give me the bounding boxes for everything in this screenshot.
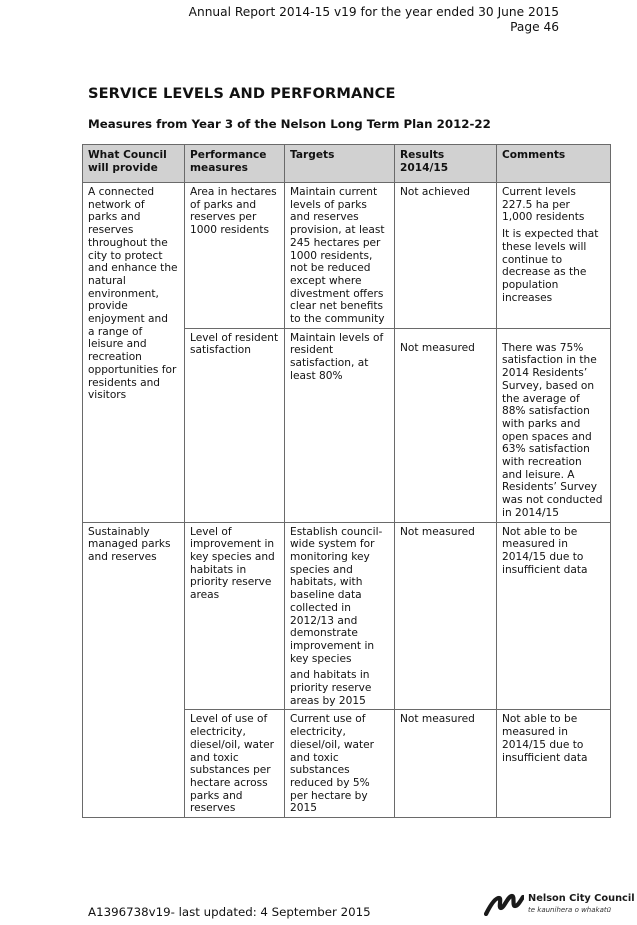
text-line: There was 75% [502,341,584,354]
text-line: will provide [88,161,158,174]
council-logo-subtitle: te kaunihera o whakatū [528,906,612,914]
text-line: the average of [502,392,580,405]
text-line: Current use of [290,713,366,726]
text-line: levels of parks [290,198,367,211]
target-part [290,526,389,666]
text-line: 2014/15 due to [502,550,584,563]
page-header [189,5,559,34]
measure-cell [185,710,285,818]
text-line: key species and [190,550,275,563]
text-line: habitats in [190,563,247,576]
measures-table [82,144,611,818]
text-line: recreation [88,351,142,364]
what-council-provides-cell [83,522,185,817]
text-line: not be reduced [290,262,371,275]
text-line: Comments [502,149,566,161]
measure-cell [185,328,285,522]
text-line: satisfaction in the [502,354,597,367]
text-line: hectare across [190,776,268,789]
text-line: in 2014/15 [502,506,560,519]
text-line: with parks and [502,417,581,430]
text-line: parks and [190,789,243,802]
text-line: population [502,278,559,291]
text-line: 1000 residents [190,224,270,237]
text-line: It is expected that [502,228,599,241]
target-part [290,669,389,707]
text-line: 88% satisfaction [502,405,590,418]
text-line: Maintain current [290,186,378,198]
text-line: Area in hectares [190,186,277,198]
comment-part [502,228,605,304]
table-row [83,183,611,329]
text-line: improvement in [190,538,275,551]
text-line: 227.5 ha per [502,198,570,211]
header-performance-measures [185,145,285,183]
text-line: to the community [290,313,385,326]
text-line: leisure and [88,338,147,351]
text-line: substances per [190,764,271,777]
text-line: Not able to be [502,525,578,538]
text-line: and toxic [190,751,239,764]
text-line: reserves [190,802,236,815]
document-reference: A1396738v19- last updated: 4 September 2015 [88,905,371,919]
text-line: habitats, with [290,576,363,589]
text-line: increases [502,291,553,304]
council-logo-name: Nelson City Council [528,893,635,904]
what-council-provides-cell [83,183,185,523]
text-line: open spaces and [502,430,592,443]
section-title: SERVICE LEVELS AND PERFORMANCE [88,85,396,102]
text-line: diesel/oil, water [190,738,275,751]
text-line: these levels will [502,240,587,253]
target-cell [285,522,395,710]
page-number: Page 46 [510,19,559,34]
result-cell: Not achieved [395,183,497,329]
text-line: 2014/15 due to [502,738,584,751]
result-cell: Not measured [395,710,497,818]
text-line: and reserves [88,550,157,563]
text-line: improvement in [290,639,375,652]
comment-cell [497,183,611,329]
text-line: measured in [502,538,568,551]
text-line: Not able to be [502,713,578,726]
text-line: decrease as the [502,266,587,279]
text-line: provide [88,300,128,313]
target-cell [285,328,395,522]
text-line: areas [190,589,220,602]
text-line: 2014/15 [400,161,449,174]
text-line: with recreation [502,456,582,469]
target-cell [285,183,395,329]
text-line: 63% satisfaction [502,443,590,456]
text-line: resident [290,344,334,357]
report-title-line: Annual Report 2014-15 v19 for the year ended 30 June 2015 [188,5,559,19]
text-line: a range of [88,325,143,338]
text-line: Level of [190,525,232,538]
text-line: Level of use of [190,713,268,726]
text-line: least 80% [290,369,343,382]
text-line: Survey, based on [502,379,595,392]
text-line: of parks and [190,198,257,211]
text-line: priority reserve [190,576,272,589]
text-line: 1000 residents, [290,249,373,262]
text-line: Results [400,149,445,161]
text-line: and toxic [290,751,339,764]
text-line: Sustainably [88,525,150,538]
header-comments [497,145,611,183]
text-line: 2012/13 and [290,614,358,627]
measure-cell [185,183,285,329]
table-row [83,522,611,710]
text-line: and habitats in [290,669,370,682]
text-line: areas by 2015 [290,694,366,707]
text-line: and leisure. A [502,468,575,481]
text-line: insufficient data [502,751,588,764]
text-line: was not conducted [502,494,603,507]
text-line: wide system for [290,538,375,551]
result-cell: Not measured [395,522,497,710]
measure-cell [185,522,285,710]
text-line: measures [190,161,248,174]
result-cell: Not measured [395,328,497,522]
text-line: throughout the [88,236,168,249]
text-line: except where [290,274,362,287]
text-line: satisfaction, at [290,357,369,370]
text-line: baseline data [290,589,362,602]
text-line: Establish council- [290,525,383,538]
text-line: A connected [88,186,155,198]
text-line: network of [88,198,145,211]
text-line: managed parks [88,538,171,551]
text-line: per hectare by [290,789,368,802]
text-line: reduced by 5% [290,776,370,789]
comment-cell [497,522,611,710]
text-line: divestment offers [290,287,384,300]
text-line: parks and [88,211,141,224]
text-line: Maintain levels of [290,331,384,344]
council-logo [484,890,635,920]
text-line: substances [290,764,350,777]
header-results [395,145,497,183]
text-line: opportunities for [88,363,177,376]
comment-cell [497,710,611,818]
text-line: Residents’ Survey [502,481,598,494]
text-line: key species [290,652,352,665]
text-line: city to protect [88,249,163,262]
table-header-row [83,145,611,183]
text-line: Level of resident [190,331,279,344]
text-line: and reserves [290,211,359,224]
text-line: reserves [88,224,134,237]
text-line: 2015 [290,802,317,815]
text-line: clear net benefits [290,300,384,313]
text-line: reserves per [190,211,257,224]
council-logo-mark-icon [484,892,524,916]
text-line: species and [290,563,353,576]
text-line: 2014 Residents’ [502,367,588,380]
text-line: electricity, [190,726,246,739]
text-line: Targets [290,149,335,161]
section-subtitle: Measures from Year 3 of the Nelson Long Term Plan 2012-22 [88,117,491,131]
comment-cell [497,328,611,522]
text-line: 1,000 residents [502,211,585,224]
text-line: electricity, [290,726,346,739]
text-line: Performance [190,149,267,161]
text-line: diesel/oil, water [290,738,375,751]
text-line: visitors [88,389,127,402]
text-line: satisfaction [190,344,251,357]
text-line: environment, [88,287,159,300]
header-targets [285,145,395,183]
text-line: 245 hectares per [290,236,381,249]
text-line: and enhance the [88,262,178,275]
text-line: collected in [290,601,351,614]
text-line: enjoyment and [88,313,168,326]
text-line: insufficient data [502,563,588,576]
text-line: residents and [88,376,161,389]
text-line: provision, at least [290,224,385,237]
text-line: Current levels [502,186,576,198]
target-cell [285,710,395,818]
header-what-council [83,145,185,183]
text-line: demonstrate [290,627,358,640]
text-line: continue to [502,253,563,266]
text-line: priority reserve [290,682,372,695]
text-line: measured in [502,726,568,739]
text-line: What Council [88,149,167,161]
text-line: monitoring key [290,550,370,563]
text-line: natural [88,274,126,287]
comment-part [502,186,605,224]
